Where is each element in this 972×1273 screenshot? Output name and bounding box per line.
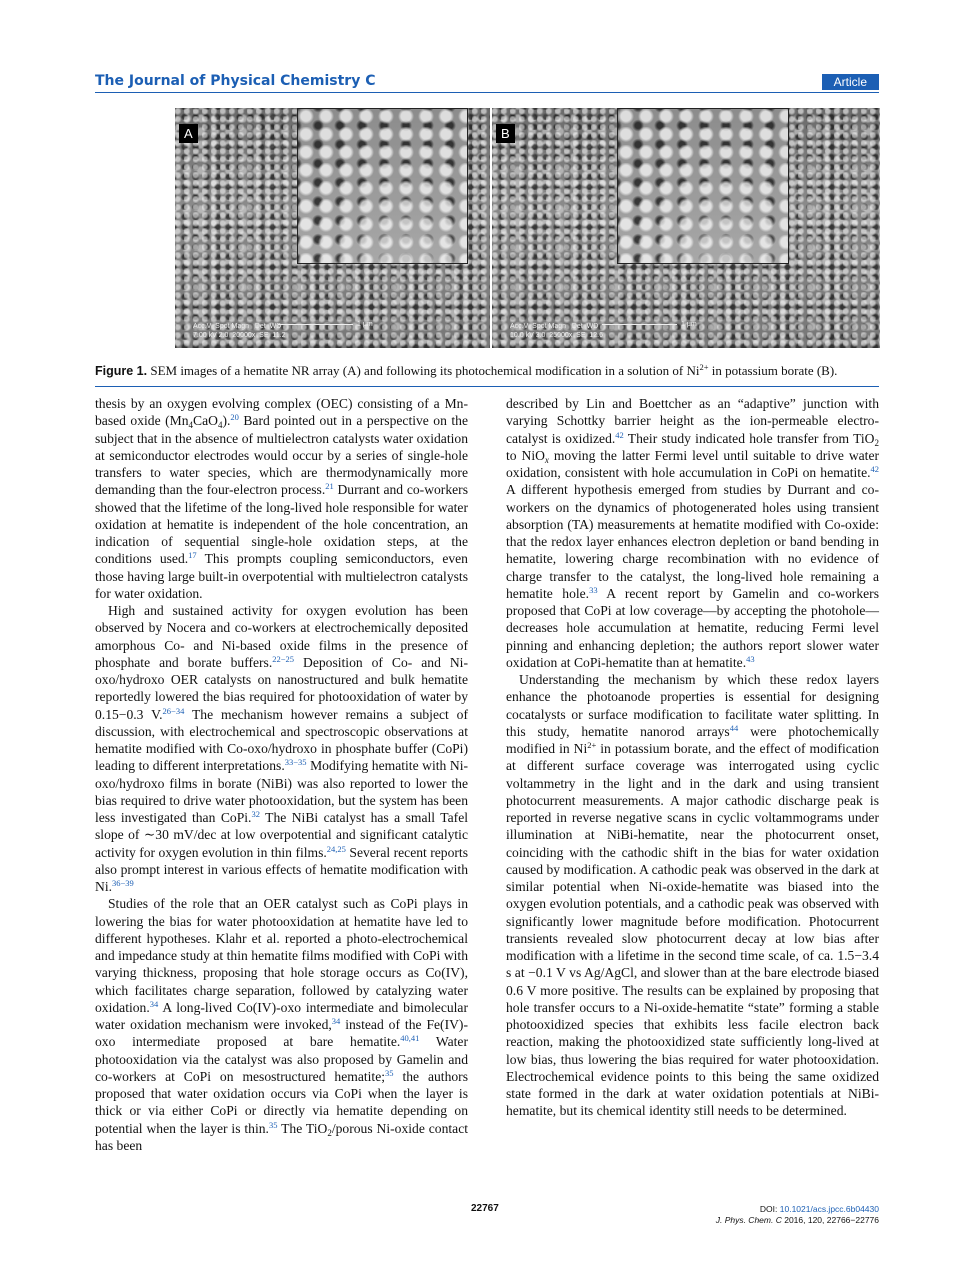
text-run: Bard pointed out in a perspective on the subject that in the absence of multielectron catalysts water oxidation at semiconductor electrodes would occur by a series of single-hole transfers to water species, which are thermodynamically more demanding than the four-electron process. [95,413,468,498]
sem-image-b [492,108,880,348]
paragraph [95,895,468,1154]
text-run: ). [222,413,231,429]
paragraph [95,602,468,895]
text-run: instead of the Fe(IV)-oxo intermediate proposed at bare hematite. [95,1017,468,1050]
page-number: 22767 [471,1203,499,1214]
sem-inset-a [297,108,468,264]
sem-meta-a: Acc.V Spot Magn Det WD 7.00 kV 2.0 20000x SE 11.2 [193,323,286,339]
panel-label-b: B [496,124,515,143]
journal-abbrev: J. Phys. Chem. C [715,1215,782,1225]
scale-label-b: 1 μm [681,321,697,328]
subscript: 4 [217,420,223,431]
text-run: /porous Ni-oxide contact has been [95,1120,469,1153]
paragraph [506,671,879,1120]
text-run: to NiO [506,447,545,463]
sem-meta-b: Acc.V Spot Magn Det WD 10.0 kV 3.0 25000x SE 12.6 [510,323,604,339]
citation-ref[interactable]: 44 [729,722,739,733]
citation-ref[interactable]: 34 [149,998,159,1009]
panel-label-a: A [179,124,198,143]
citation-ref[interactable]: 36−39 [112,878,134,888]
text-run: Deposition of Co- and Ni-oxo/hydroxo OER catalysts on nanostructured and bulk hematite reportedly lowered the bias required for photooxidation of water by 0.15−0.3 V. [95,654,468,722]
footer-citation [716,1204,879,1226]
citation-ref[interactable]: 42 [615,429,624,440]
paragraph [506,395,879,671]
superscript: 2+ [587,740,597,750]
citation-ref[interactable]: 40,41 [400,1033,420,1044]
text-run: the authors proposed that water oxidation occurs via CoPi when the layer is thick or via either CoPi or directly via hematite depending on potential when the layer is thin. [95,1068,468,1136]
citation-ref[interactable]: 42 [870,464,879,474]
superscript: 2+ [699,362,709,372]
text-run: Water photooxidation via the catalyst was also proposed by Gamelin and co-workers at CoPi on mesostructured hematite; [95,1034,468,1084]
subscript: 4 [188,420,194,431]
text-run: A different hypothesis emerged from studies by Durrant and co-workers on the dynamics of photogenerated holes using transient absorption (TA) measurements at hematite modified with Co-oxide: that the redox layer enhances electron depletion or band bending in hematite, lowering charge recombination with no evidence of charge transfer to the catalyst, the long-lived hole remaining a hematite hole. [506,482,879,601]
article-type-badge: Article [822,74,879,90]
left-column [95,395,468,1154]
running-header [95,72,879,93]
citation-info: 2016, 120, 22766−22776 [781,1215,879,1225]
paragraph [95,395,468,602]
subscript: x [544,454,549,465]
citation-ref[interactable]: 33 [589,584,598,595]
citation-ref[interactable]: 35 [385,1067,394,1078]
text-run: Several recent reports also prompt interest in various effects of hematite modification with Ni. [95,844,468,894]
text-run: CaO [193,413,218,429]
text-run: were photochemically modified in Ni [506,723,879,756]
text-run: Understanding the mechanism by which these redox layers enhance the photoanode properties is essential for designing cocatalysts or surface modification to facilitate water splitting. In this study, hematite nanorod arrays [506,672,879,739]
text-run: in potassium borate, and the effect of modification at different surface coverage was interrogated using cyclic voltammetry in the light and in the dark and using transient photocurrent measurements. A major cathodic discharge peak is reported in reverse negative scans in cyclic voltammograms under illumination at NiBi-hematite, near the photocurrent onset, coinciding with the cathodic shift in the bias for water oxidation caused by modification. A cathodic peak was observed in the dark at similar potential when Ni-oxide-hematite was biased into the oxygen evolution potentials, and a cathodic peak was observed with significantly lower magnitude before modification. Photocurrent transients revealed slow photocurrent decay at low bias after modification with a lifetime in the second time scale, of ca. 1.5−3.4 s at −0.1 V vs Ag/AgCl, and slower than at the bare electrode biased 0.6 V more positive. The results can be explained by proposing that hole transfer occurs to a Ni-oxide-hematite “state” forming a stable photooxidized species that exhibits less facile electron back reaction, making the photooxidized state sufficiently long-lived at low bias, thus lowering the bias required for water photooxidation. Electrochemical evidence points to this being the same oxidized state formed in the dark at water oxidation potentials at NiBi-hematite, but its chemical identity still needs to be determined. [506,741,879,1119]
text-run: The mechanism however remains a subject of discussion, with electrochemical and spectroscopic observations at hematite modified with Co-oxo/hydroxo in phosphate buffer (CoPi) leading to different interpretations. [95,706,468,774]
text-run: Studies of the role that an OER catalyst such as CoPi plays in lowering the bias for water photooxidation at hematite have led to different hypotheses. Klahr et al. reported a photo-electrochemical and impedance study at thin hematite films modified with CoPi with varying thickness, proposing that hole storage occurs as Co(IV), which facilitates charge separation, followed by catalyzing water oxidation. [95,896,468,1015]
caption-text [147,363,837,378]
citation-ref[interactable]: 32 [251,809,260,819]
caption-label: Figure 1. [95,364,148,378]
journal-name: The Journal of Physical Chemistry C [95,73,376,89]
text-run: Durrant and co-workers showed that the lifetime of the long-lived hole responsible for water oxidation at hematite is independent of the hole concentration, an indication of sequential single-hole oxidation steps, at the conditions used. [95,482,468,567]
citation-ref[interactable]: 33−35 [284,757,307,768]
text-run: A long-lived Co(IV)-oxo intermediate and bimolecular water oxidation mechanism were invoked, [95,999,468,1032]
text-run: This prompts coupling semiconductors, even those having large built-in overpotential with multielectron catalysts for water oxidation. [95,551,468,601]
citation-ref[interactable]: 17 [188,550,197,561]
text-run: thesis by an oxygen evolving complex (OEC) consisting of a Mn-based oxide (Mn [95,396,468,429]
doi-label: DOI: [759,1204,780,1214]
text-run: High and sustained activity for oxygen evolution has been observed by Nocera and co-workers at electrochemically deposited amorphous Co- and Ni-based oxide films in the presence of phosphate and borate buffers. [95,603,468,670]
citation-ref[interactable]: 20 [230,412,239,423]
text-run: A recent report by Gamelin and co-workers proposed that CoPi at low coverage—by accepting the photohole—decreases hole accumulation at hematite, reducing Fermi level pinning and enhancing depletion; the authors report slower water oxidation at CoPi-hematite than at hematite. [506,585,879,670]
doi-link[interactable]: 10.1021/acs.jpcc.6b04430 [779,1204,879,1214]
text-run: Their study indicated hole transfer from TiO [623,430,875,446]
figure-caption [95,362,879,387]
citation-ref[interactable]: 21 [325,481,334,492]
subscript: 2 [327,1127,332,1138]
text-run: Modifying hematite with Ni-oxo/hydroxo films in borate (NiBi) was also reported to lower the bias required to drive water photooxidation, but the system has been less investigated than CoPi. [95,758,469,825]
sem-inset-b [617,108,789,264]
text-run: SEM images of a hematite NR array (A) and following its photochemical modification in a solution of Ni [147,363,700,378]
scale-bar-a [278,321,373,328]
text-run: The TiO [277,1120,328,1136]
citation-ref[interactable]: 22−25 [272,653,295,664]
citation-ref[interactable]: 24,25 [326,843,346,854]
scale-label-a: 1 μm [357,321,373,328]
text-run: in potassium borate (B). [708,363,838,378]
citation-ref[interactable]: 26−34 [162,705,185,716]
citation-ref[interactable]: 34 [331,1016,341,1026]
citation-ref[interactable]: 43 [746,653,755,664]
text-run: described by Lin and Boettcher as an “adaptive” junction with varying Schottky barrier height as the ion-permeable electro-catalyst is oxidized. [506,396,879,446]
citation-ref[interactable]: 35 [268,1119,278,1130]
text-run: moving the latter Fermi level until suitable to drive water oxidation, consistent with hole accumulation in CoPi on hematite. [506,447,880,480]
text-run: The NiBi catalyst has a small Tafel slope of ∼30 mV/dec at low overpotential and significant catalytic activity for oxygen evolution in thin films. [95,810,469,860]
subscript: 2 [874,437,880,448]
sem-image-a [175,108,490,348]
scale-bar-b [602,321,697,328]
right-column [506,395,879,1120]
